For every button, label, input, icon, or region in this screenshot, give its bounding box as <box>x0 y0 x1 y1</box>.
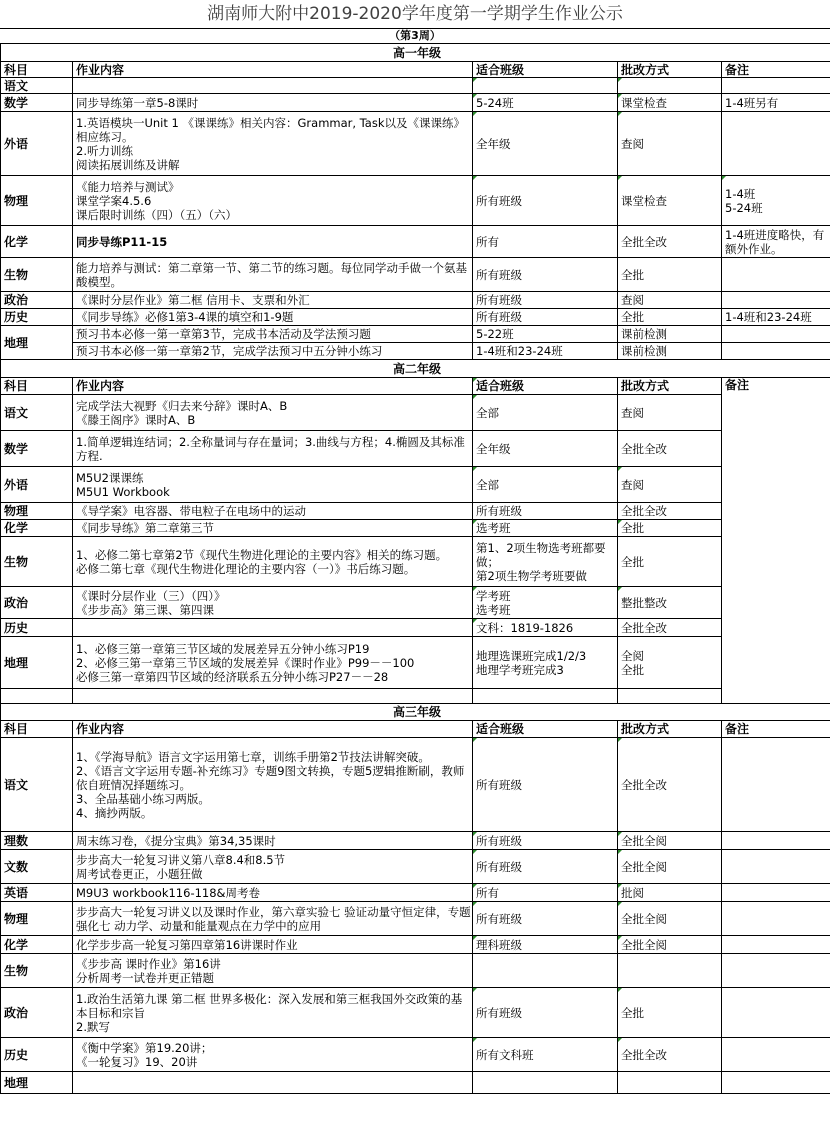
subject-cell: 地理 <box>1 326 73 360</box>
note-cell <box>722 112 830 176</box>
blank-cell <box>1 689 73 704</box>
subject-cell: 英语 <box>1 884 73 902</box>
classes-cell: 所有班级 <box>473 503 618 520</box>
classes-cell: 学考班 选考班 <box>473 587 618 619</box>
classes-cell: 所有班级 <box>473 258 618 292</box>
content-cell: 《同步导练》第二章第三节 <box>73 520 473 537</box>
classes-cell: 所有班级 <box>473 738 618 832</box>
subject-cell: 外语 <box>1 112 73 176</box>
content-cell: 1.英语模块一Unit 1 《课课练》相关内容：Grammar, Task以及《课课练》相应练习。 2.听力训练 阅读拓展训练及讲解 <box>73 112 473 176</box>
method-cell: 全批全改 <box>618 1038 722 1072</box>
classes-cell: 所有班级 <box>473 832 618 850</box>
method-cell: 课前检测 <box>618 343 722 360</box>
table-row <box>1 954 830 988</box>
classes-cell: 全部 <box>473 467 618 503</box>
subject-cell: 地理 <box>1 1072 73 1094</box>
col-classes: 适合班级 <box>473 62 618 78</box>
method-cell: 课前检测 <box>618 326 722 343</box>
subject-cell: 历史 <box>1 309 73 326</box>
col-method: 批改方式 <box>618 378 722 395</box>
method-cell: 课堂检查 <box>618 176 722 226</box>
column-header-row <box>1 721 830 738</box>
note-cell: 1-4班另有 <box>722 94 830 112</box>
classes-cell: 第1、2项生物选考班都要做； 第2项生物学考班要做 <box>473 537 618 587</box>
subject-cell: 历史 <box>1 1038 73 1072</box>
note-cell <box>722 954 830 988</box>
subject-cell: 历史 <box>1 619 73 637</box>
method-cell: 查阅 <box>618 292 722 309</box>
subject-cell: 生物 <box>1 537 73 587</box>
content-cell: 1、《学海导航》语言文字运用第七章，训练手册第2节技法讲解突破。 2、《语言文字运用专题-补充练习》专题9图文转换，专题5逻辑推断刷，教师依自班情况择题练习。 3、全品基础小练习两版。 4、摘抄两版。 <box>73 738 473 832</box>
classes-cell: 所有班级 <box>473 292 618 309</box>
subject-cell: 化学 <box>1 520 73 537</box>
classes-cell <box>473 78 618 94</box>
blank-cell <box>73 689 473 704</box>
table-row <box>1 936 830 954</box>
classes-cell <box>473 1072 618 1094</box>
classes-cell: 所有 <box>473 884 618 902</box>
method-cell <box>618 1072 722 1094</box>
table-row <box>1 258 830 292</box>
subject-cell: 地理 <box>1 637 73 689</box>
table-row <box>1 738 830 832</box>
table-row <box>1 292 830 309</box>
table-row <box>1 1072 830 1094</box>
note-cell <box>722 988 830 1038</box>
note-cell <box>722 1072 830 1094</box>
col-method: 批改方式 <box>618 62 722 78</box>
content-cell: 《衡中学案》第19.20讲； 《一轮复习》19、20讲 <box>73 1038 473 1072</box>
subject-cell: 外语 <box>1 467 73 503</box>
content-cell <box>73 1072 473 1094</box>
note-cell <box>722 258 830 292</box>
classes-cell: 所有班级 <box>473 309 618 326</box>
note-cell: 1-4班 5-24班 <box>722 176 830 226</box>
content-cell: 《课时分层作业》第二框 信用卡、支票和外汇 <box>73 292 473 309</box>
classes-cell: 5-22班 <box>473 326 618 343</box>
content-cell: 步步高大一轮复习讲义以及课时作业，第六章实验七 验证动量守恒定律，专题强化七 动力学、动量和能量观点在力学中的应用 <box>73 902 473 936</box>
col-classes: 适合班级 <box>473 721 618 738</box>
table-row <box>1 832 830 850</box>
subject-cell: 生物 <box>1 954 73 988</box>
subject-cell: 语文 <box>1 738 73 832</box>
table-row <box>1 176 830 226</box>
content-cell: 《同步导练》必修1第3-4课的填空和1-9题 <box>73 309 473 326</box>
content-cell: 预习书本必修一第一章第2节，完成学法预习中五分钟小练习 <box>73 343 473 360</box>
classes-cell: 所有文科班 <box>473 1038 618 1072</box>
classes-cell: 地理选课班完成1/2/3 地理学考班完成3 <box>473 637 618 689</box>
note-cell <box>722 326 830 343</box>
content-cell: 《导学案》电容器、带电粒子在电场中的运动 <box>73 503 473 520</box>
classes-cell: 理科班级 <box>473 936 618 954</box>
subject-cell: 政治 <box>1 292 73 309</box>
table-row <box>1 326 830 343</box>
subject-cell: 文数 <box>1 850 73 884</box>
subject-cell: 语文 <box>1 78 73 94</box>
note-cell <box>722 884 830 902</box>
classes-cell: 全部 <box>473 395 618 431</box>
method-cell: 全批全改 <box>618 619 722 637</box>
classes-cell: 所有班级 <box>473 850 618 884</box>
note-cell <box>722 832 830 850</box>
note-cell <box>722 1038 830 1072</box>
classes-cell: 全年级 <box>473 431 618 467</box>
method-cell: 全批全改 <box>618 431 722 467</box>
method-cell: 全批全阅 <box>618 832 722 850</box>
table-row <box>1 503 830 520</box>
method-cell: 查阅 <box>618 112 722 176</box>
note-cell <box>722 292 830 309</box>
col-note: 备注 <box>722 378 830 704</box>
page-title: 湖南师大附中2019-2020学年度第一学期学生作业公示 <box>0 0 830 29</box>
table-row <box>1 537 830 587</box>
content-cell: M5U2课课练 M5U1 Workbook <box>73 467 473 503</box>
note-cell <box>722 738 830 832</box>
col-note: 备注 <box>722 721 830 738</box>
col-subject: 科目 <box>1 721 73 738</box>
classes-cell: 文科：1819-1826 <box>473 619 618 637</box>
blank-row <box>1 689 830 704</box>
content-cell: 1、必修三第一章第三节区域的发展差异五分钟小练习P19 2、必修三第一章第三节区域的发展差异《课时作业》P99－－100 必修三第一章第四节区域的经济联系五分钟小练习P27－－28 <box>73 637 473 689</box>
note-cell <box>722 343 830 360</box>
classes-cell: 选考班 <box>473 520 618 537</box>
content-cell: 完成学法大视野《归去来兮辞》课时A、B 《滕王阁序》课时A、B <box>73 395 473 431</box>
homework-table <box>0 43 830 1094</box>
col-content: 作业内容 <box>73 721 473 738</box>
classes-cell: 所有 <box>473 226 618 258</box>
col-content: 作业内容 <box>73 378 473 395</box>
subject-cell: 语文 <box>1 395 73 431</box>
note-cell <box>722 902 830 936</box>
content-cell: 同步导练第一章5-8课时 <box>73 94 473 112</box>
table-row <box>1 520 830 537</box>
content-cell: 周末练习卷，《提分宝典》第34,35课时 <box>73 832 473 850</box>
content-cell: 《步步高 课时作业》第16讲 分析周考一试卷并更正错题 <box>73 954 473 988</box>
classes-cell: 1-4班和23-24班 <box>473 343 618 360</box>
subject-cell: 物理 <box>1 503 73 520</box>
content-cell <box>73 78 473 94</box>
method-cell: 查阅 <box>618 395 722 431</box>
subject-cell: 物理 <box>1 902 73 936</box>
table-row <box>1 902 830 936</box>
classes-cell: 全年级 <box>473 112 618 176</box>
content-cell: M9U3 workbook116-118&周考卷 <box>73 884 473 902</box>
week-label: （第3周） <box>389 29 441 42</box>
method-cell: 全批全阅 <box>618 850 722 884</box>
table-row <box>1 637 830 689</box>
subject-cell: 生物 <box>1 258 73 292</box>
method-cell: 全批 <box>618 537 722 587</box>
col-method: 批改方式 <box>618 721 722 738</box>
method-cell: 课堂检查 <box>618 94 722 112</box>
table-row <box>1 850 830 884</box>
subject-cell: 政治 <box>1 587 73 619</box>
subject-cell: 理数 <box>1 832 73 850</box>
method-cell: 全批全改 <box>618 738 722 832</box>
subject-cell: 化学 <box>1 936 73 954</box>
method-cell: 全批全改 <box>618 503 722 520</box>
note-cell <box>722 850 830 884</box>
subject-cell: 数学 <box>1 94 73 112</box>
table-row <box>1 343 830 360</box>
content-cell: 《能力培养与测试》 课堂学案4.5.6 课后限时训练（四）（五）（六） <box>73 176 473 226</box>
method-cell: 全批全阅 <box>618 936 722 954</box>
table-row <box>1 94 830 112</box>
grade1-header: 高一年级 <box>1 44 830 62</box>
classes-cell: 所有班级 <box>473 176 618 226</box>
grade3-header: 高三年级 <box>1 704 830 721</box>
col-note: 备注 <box>722 62 830 78</box>
method-cell: 全阅 全批 <box>618 637 722 689</box>
table-row <box>1 395 830 431</box>
content-cell: 1.简单逻辑连结词；2.全称量词与存在量词；3.曲线与方程；4.椭圆及其标准方程. <box>73 431 473 467</box>
subject-cell: 化学 <box>1 226 73 258</box>
content-cell: 能力培养与测试：第二章第一节、第二节的练习题。每位同学动手做一个氨基酸模型。 <box>73 258 473 292</box>
method-cell: 查阅 <box>618 467 722 503</box>
content-cell <box>73 619 473 637</box>
table-row <box>1 587 830 619</box>
method-cell: 全批 <box>618 258 722 292</box>
col-subject: 科目 <box>1 378 73 395</box>
classes-cell: 5-24班 <box>473 94 618 112</box>
content-cell: 同步导练P11-15 <box>73 226 473 258</box>
column-header-row <box>1 62 830 78</box>
col-content: 作业内容 <box>73 62 473 78</box>
table-row <box>1 112 830 176</box>
content-cell: 步步高大一轮复习讲义第八章8.4和8.5节 周考试卷更正，小题狂做 <box>73 850 473 884</box>
classes-cell <box>473 954 618 988</box>
content-cell: 1、必修二第七章第2节《现代生物进化理论的主要内容》相关的练习题。 必修二第七章《现代生物进化理论的主要内容（一）》书后练习题。 <box>73 537 473 587</box>
subject-cell: 数学 <box>1 431 73 467</box>
table-row <box>1 619 830 637</box>
table-row <box>1 988 830 1038</box>
table-row <box>1 431 830 467</box>
method-cell: 全批 <box>618 520 722 537</box>
method-cell: 全批 <box>618 309 722 326</box>
method-cell <box>618 78 722 94</box>
classes-cell: 所有班级 <box>473 988 618 1038</box>
method-cell: 全批 <box>618 988 722 1038</box>
method-cell: 批阅 <box>618 884 722 902</box>
table-row <box>1 78 830 94</box>
method-cell: 整批整改 <box>618 587 722 619</box>
subject-cell: 政治 <box>1 988 73 1038</box>
content-cell: 1.政治生活第九课 第二框 世界多极化：深入发展和第三框我国外交政策的基本目标和宗旨 2.默写 <box>73 988 473 1038</box>
table-row <box>1 467 830 503</box>
table-row <box>1 884 830 902</box>
table-row <box>1 1038 830 1072</box>
note-cell <box>722 936 830 954</box>
method-cell: 全批全改 <box>618 226 722 258</box>
note-cell: 1-4班进度略快，有额外作业。 <box>722 226 830 258</box>
grade2-header: 高二年级 <box>1 360 830 378</box>
note-cell: 1-4班和23-24班 <box>722 309 830 326</box>
note-cell <box>722 78 830 94</box>
column-header-row <box>1 378 830 395</box>
blank-cell <box>618 689 722 704</box>
content-cell: 预习书本必修一第一章第3节，完成书本活动及学法预习题 <box>73 326 473 343</box>
table-row <box>1 309 830 326</box>
subject-cell: 物理 <box>1 176 73 226</box>
blank-cell <box>473 689 618 704</box>
col-subject: 科目 <box>1 62 73 78</box>
content-cell: 化学步步高一轮复习第四章第16讲课时作业 <box>73 936 473 954</box>
method-cell: 全批全阅 <box>618 902 722 936</box>
content-cell: 《课时分层作业（三）（四）》 《步步高》第三课、第四课 <box>73 587 473 619</box>
table-row <box>1 226 830 258</box>
classes-cell: 所有班级 <box>473 902 618 936</box>
method-cell <box>618 954 722 988</box>
col-classes: 适合班级 <box>473 378 618 395</box>
